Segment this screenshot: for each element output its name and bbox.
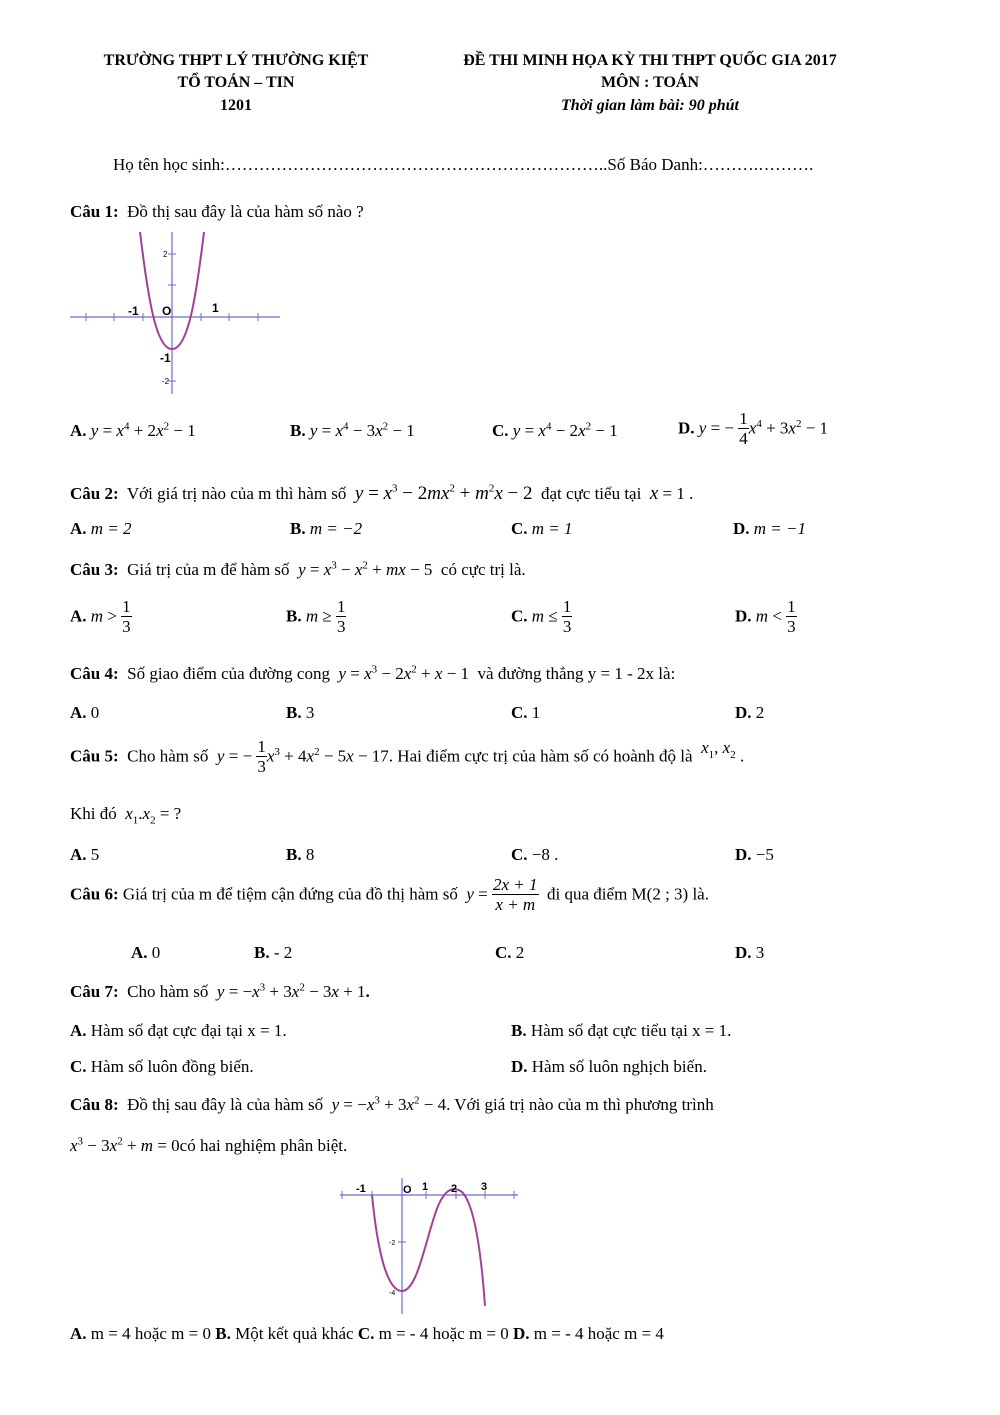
question-label: Câu 7: bbox=[70, 982, 119, 1001]
origin-label: O bbox=[403, 1184, 412, 1196]
option-letter: B. bbox=[290, 421, 306, 440]
question-text: và đường thẳng y = 1 - 2x là: bbox=[477, 664, 676, 683]
tick-label: 1 bbox=[422, 1181, 429, 1193]
question-text: Khi đó bbox=[70, 804, 117, 823]
question-text: có hai nghiệm phân biệt. bbox=[179, 1136, 348, 1155]
question-5-option-b[interactable]: B. 8 bbox=[286, 845, 315, 864]
question-text: đạt cực tiểu tại bbox=[541, 484, 642, 503]
question-3-option-a[interactable]: A. m > $\frac{1}{3}$ bbox=[70, 597, 131, 636]
question-5-option-d[interactable]: D. −5 bbox=[735, 845, 774, 864]
question-3-option-c[interactable]: C. m ≤ $\frac{1}{3}$ bbox=[511, 597, 572, 636]
question-8-option-d[interactable]: D. m = - 4 hoặc m = 4 bbox=[513, 1324, 664, 1343]
question-7-option-b[interactable]: B. Hàm số đạt cực tiểu tại x = 1. bbox=[511, 1021, 732, 1040]
question-8-stem-line-2: $x^3 - 3x^2 + m$ = 0có hai nghiệm phân biệt. bbox=[70, 1135, 348, 1155]
exam-time: Thời gian làm bài: 90 phút bbox=[561, 97, 739, 114]
question-2-option-d[interactable]: D. m = −1 bbox=[733, 519, 807, 538]
tick-label: 2 bbox=[451, 1183, 458, 1195]
question-7-stem: Câu 7: Cho hàm số $y = -x^3 + 3x^2 - 3x + 1$. bbox=[70, 981, 370, 1001]
question-text: Đồ thị sau đây là của hàm số nào ? bbox=[127, 202, 364, 221]
question-text: Cho hàm số bbox=[127, 982, 209, 1001]
question-8-option-c[interactable]: C. m = - 4 hoặc m = 0 bbox=[357, 1324, 513, 1343]
question-text: Số giao điểm của đường cong bbox=[127, 664, 330, 683]
question-label: Câu 5: bbox=[70, 746, 119, 766]
question-2-option-c[interactable]: C. m = 1 bbox=[511, 519, 573, 538]
question-8-option-b[interactable]: B. Một kết quả khác bbox=[215, 1324, 358, 1343]
question-6-option-a[interactable]: A. 0 bbox=[131, 943, 161, 962]
question-1-graph bbox=[66, 228, 286, 398]
tick-label: -1 bbox=[160, 351, 171, 365]
question-1-stem bbox=[70, 202, 364, 222]
question-text: Với giá trị nào của m thì hàm số bbox=[126, 484, 347, 503]
question-1-option-c[interactable]: C. $y = x^4 - 2x^2 - 1$ bbox=[492, 420, 618, 440]
question-2-option-a[interactable]: A. m = 2 bbox=[70, 519, 132, 538]
question-text: Đồ thị sau đây là của hàm số bbox=[127, 1095, 324, 1114]
question-5-stem-line-2: Khi đó $x_1.x_2$ = ? bbox=[70, 804, 182, 827]
department-name: TỔ TOÁN – TIN bbox=[177, 74, 295, 91]
student-id-field[interactable]: ……….………. bbox=[702, 155, 814, 174]
question-2-option-b[interactable]: B. m = −2 bbox=[290, 519, 363, 538]
question-label: Câu 1: bbox=[70, 202, 119, 221]
school-name: TRƯỜNG THPT LÝ THƯỜNG KIỆT bbox=[103, 52, 369, 69]
question-8-graph bbox=[338, 1176, 523, 1316]
question-label: Câu 6: bbox=[70, 884, 119, 904]
question-4-option-b[interactable]: B. 3 bbox=[286, 703, 315, 722]
question-1-option-d[interactable]: D. y = − $\frac{1}{4}$ $x^4 + 3x^2 - 1$ bbox=[678, 409, 829, 448]
tick-label: -1 bbox=[128, 304, 139, 318]
student-name-label: Họ tên học sinh: bbox=[113, 155, 225, 174]
question-8-options bbox=[70, 1324, 664, 1344]
cubic-curve bbox=[372, 1189, 485, 1306]
question-text: có cực trị là. bbox=[440, 560, 526, 579]
student-id-label: Số Báo Danh: bbox=[607, 155, 703, 174]
question-5-option-c[interactable]: C. −8 . bbox=[511, 845, 559, 864]
origin-label: O bbox=[162, 304, 172, 318]
question-1-option-b[interactable]: B. $y = x^4 - 3x^2 - 1$ bbox=[290, 420, 415, 440]
tick-label: -2 bbox=[162, 377, 170, 386]
question-5-stem: Câu 5: Cho hàm số y = − $\frac{1}{3}$ $x^3 + 4x^2 - 5x - 17$. Hai điểm cực trị của hàm số có hoành độ là $x_1$, $x_2$ . bbox=[70, 737, 745, 776]
question-4-option-a[interactable]: A. 0 bbox=[70, 703, 100, 722]
question-3-option-d[interactable]: D. m < $\frac{1}{3}$ bbox=[735, 597, 796, 636]
question-6-stem: Câu 6: Giá trị của m để tiệm cận đứng của đồ thị hàm số y = $\frac{2x + 1}{x + m}$ đi qua điểm M(2 ; 3) là. bbox=[70, 875, 709, 914]
question-4-stem: Câu 4: Số giao điểm của đường cong $y = x^3 - 2x^2 + x - 1$ và đường thẳng y = 1 - 2x là: bbox=[70, 663, 676, 683]
question-label: Câu 2: bbox=[70, 484, 119, 503]
question-6-option-b[interactable]: B. - 2 bbox=[254, 943, 293, 962]
question-text: . Với giá trị nào của m thì phương trình bbox=[446, 1095, 714, 1114]
option-letter: D. bbox=[678, 418, 695, 438]
question-label: Câu 3: bbox=[70, 560, 119, 579]
question-label: Câu 4: bbox=[70, 664, 119, 683]
question-text: Cho hàm số bbox=[127, 746, 209, 766]
student-name-field[interactable]: ………………………………………………………….. bbox=[224, 155, 608, 174]
question-3-stem: Câu 3: Giá trị của m để hàm số $y = x^3 - x^2$ + mx − 5 có cực trị là. bbox=[70, 559, 526, 579]
question-8-stem: Câu 8: Đồ thị sau đây là của hàm số $y = -x^3 + 3x^2 - 4$. Với giá trị nào của m thì phương trình bbox=[70, 1094, 714, 1114]
tick-label: -4 bbox=[389, 1290, 396, 1297]
question-4-option-c[interactable]: C. 1 bbox=[511, 703, 541, 722]
question-1-option-a[interactable]: A. $y = x^4 + 2x^2 - 1$ bbox=[70, 420, 196, 440]
question-7-option-d[interactable]: D. Hàm số luôn nghịch biến. bbox=[511, 1057, 707, 1076]
question-text: . Hai điểm cực trị của hàm số có hoành độ là bbox=[388, 746, 693, 766]
question-6-option-d[interactable]: D. 3 bbox=[735, 943, 765, 962]
tick-label: 3 bbox=[481, 1181, 488, 1193]
question-text: Giá trị của m để tiệm cận đứng của đồ thị hàm số bbox=[122, 884, 458, 904]
question-3-option-b[interactable]: B. m ≥ $\frac{1}{3}$ bbox=[286, 597, 346, 636]
question-7-option-c[interactable]: C. Hàm số luôn đồng biến. bbox=[70, 1057, 254, 1076]
question-text: Giá trị của m để hàm số bbox=[127, 560, 290, 579]
question-6-option-c[interactable]: C. 2 bbox=[495, 943, 525, 962]
option-letter: C. bbox=[492, 421, 509, 440]
question-2-stem: Câu 2: Với giá trị nào của m thì hàm số $y = x^3 - 2mx^2 + m^2x - 2$ đạt cực tiểu tại x = 1 . bbox=[70, 482, 694, 504]
exam-subject: MÔN : TOÁN bbox=[600, 74, 700, 91]
exam-title: ĐỀ THI MINH HỌA KỲ THI THPT QUỐC GIA 2017 bbox=[463, 52, 837, 69]
student-info-line bbox=[113, 155, 813, 175]
tick-label: -2 bbox=[389, 1240, 396, 1247]
tick-label: 1 bbox=[212, 301, 219, 315]
question-7-option-a[interactable]: A. Hàm số đạt cực đại tại x = 1. bbox=[70, 1021, 287, 1040]
question-text: đi qua điểm M(2 ; 3) là. bbox=[547, 884, 709, 904]
question-8-option-a[interactable]: A. m = 4 hoặc m = 0 bbox=[70, 1324, 216, 1343]
tick-label: -1 bbox=[356, 1183, 366, 1195]
question-5-option-a[interactable]: A. 5 bbox=[70, 845, 100, 864]
tick-label: 2 bbox=[163, 250, 168, 259]
question-label: Câu 8: bbox=[70, 1095, 119, 1114]
question-4-option-d[interactable]: D. 2 bbox=[735, 703, 765, 722]
exam-code: 1201 bbox=[220, 97, 252, 114]
option-letter: A. bbox=[70, 421, 87, 440]
